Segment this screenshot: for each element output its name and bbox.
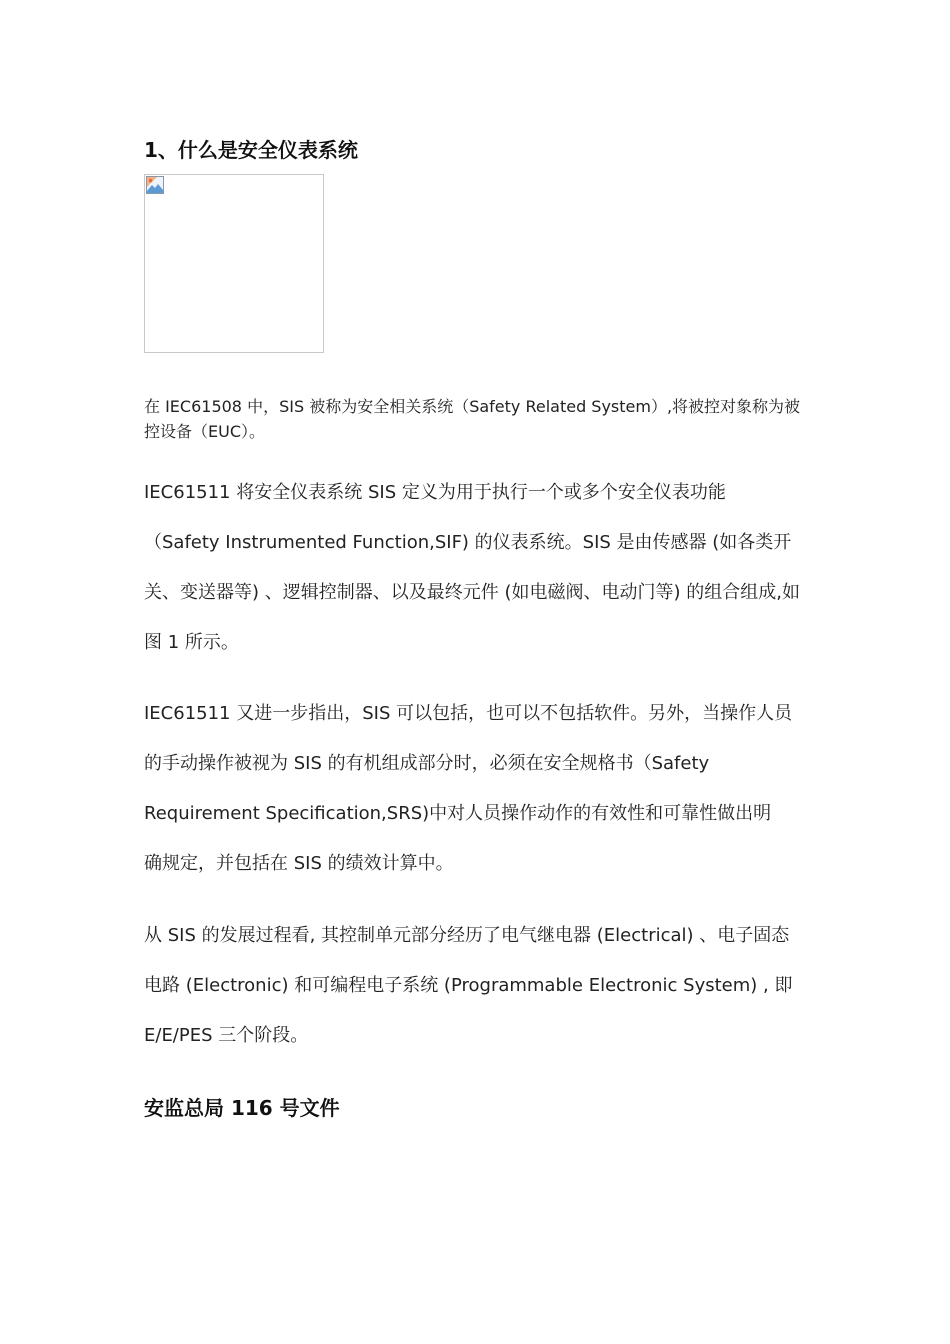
text-line: IEC61511 又进一步指出，SIS 可以包括，也可以不包括软件。另外，当操作人员 — [144, 703, 793, 724]
paragraph-sis-development — [144, 911, 810, 1061]
text-line: E/E/PES 三个阶段。 — [144, 1025, 309, 1046]
paragraph-iec61508: 在 IEC61508 中，SIS 被称为安全相关系统（Safety Related System）,将被控对象称为被控设备（EUC）。 — [144, 397, 801, 441]
section-heading: 安监总局 116 号文件 — [144, 1096, 340, 1120]
text-line: 关、变送器等) 、逻辑控制器、以及最终元件 (如电磁阀、电动门等) 的组合组成,如 — [144, 582, 800, 603]
text-line: 图 1 所示。 — [144, 632, 239, 653]
broken-image-icon — [146, 176, 164, 194]
text-line: 的手动操作被视为 SIS 的有机组成部分时，必须在安全规格书（Safety — [144, 753, 710, 774]
text-line: IEC61511 将安全仪表系统 SIS 定义为用于执行一个或多个安全仪表功能 — [144, 482, 726, 503]
figure-placeholder — [144, 174, 324, 353]
text-line: 电路 (Electronic) 和可编程电子系统 (Programmable Electronic System) , 即 — [144, 975, 793, 996]
text-line: 确规定，并包括在 SIS 的绩效计算中。 — [144, 853, 454, 874]
text-line: Requirement Specification,SRS)中对人员操作动作的有效性和可靠性做出明 — [144, 803, 772, 824]
paragraph-iec61511-definition — [144, 468, 810, 668]
text-line: （Safety Instrumented Function,SIF) 的仪表系统。SIS 是由传感器 (如各类开 — [144, 532, 792, 553]
text-line: 从 SIS 的发展过程看, 其控制单元部分经历了电气继电器 (Electrical) 、电子固态 — [144, 925, 790, 946]
paragraph-iec61511-software — [144, 689, 810, 889]
section-heading: 1、什么是安全仪表系统 — [144, 138, 358, 162]
